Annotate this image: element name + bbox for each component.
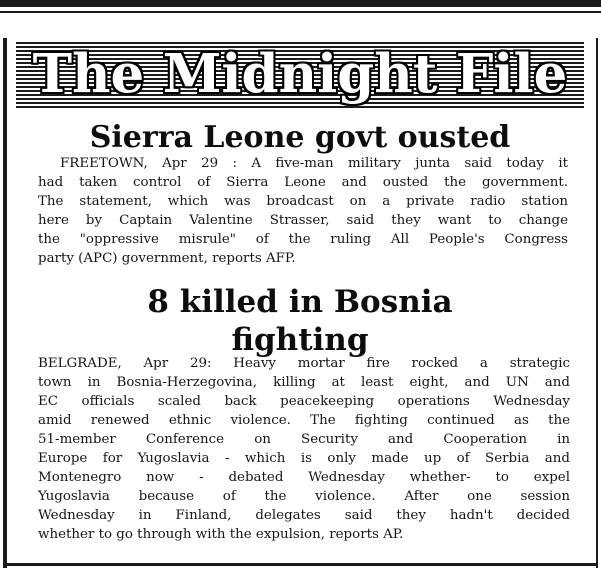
article-2-headline-line-1: 8 killed in Bosnia: [147, 284, 453, 320]
article-1-line: had taken control of Sierra Leone and ousted the government.: [38, 175, 568, 190]
left-column-rule: [3, 38, 7, 568]
article-2-line: Montenegro now - debated Wednesday whether- to expel: [38, 470, 570, 485]
article-2-line: Europe for Yugoslavia - which is only made up of Serbia and: [38, 451, 570, 466]
article-1-headline: Sierra Leone govt ousted: [89, 120, 511, 155]
article-2-headline-line-2: fighting: [231, 322, 369, 358]
article-2-line: whether to go through with the expulsion, reports AP.: [38, 527, 404, 542]
top-border-rule: [0, 0, 601, 7]
article-1-line: here by Captain Valentine Strasser, said they want to change: [38, 213, 568, 228]
article-1-body: [38, 154, 568, 268]
article-1-line: the "oppressive misrule" of the ruling All People's Congress: [38, 232, 568, 247]
article-1-line: FREETOWN, Apr 29 : A five-man military junta said today it: [60, 156, 568, 171]
right-column-rule: [596, 38, 598, 568]
article-2-line: 51-member Conference on Security and Cooperation in: [38, 432, 570, 447]
article-2-line: Yugoslavia because of the violence. After one session: [38, 489, 570, 504]
bottom-border-rule: [3, 563, 598, 566]
masthead-title: The Midnight File: [32, 43, 568, 105]
article-2-line: Wednesday in Finland, delegates said they hadn't decided: [38, 508, 570, 523]
article-1-line: The statement, which was broadcast on a private radio station: [38, 194, 568, 209]
article-2-line: town in Bosnia-Herzegovina, killing at least eight, and UN and: [38, 375, 570, 390]
article-2-line: EC officials scaled back peacekeeping operations Wednesday: [38, 394, 570, 409]
article-2-headline: [100, 283, 500, 359]
article-2-line: BELGRADE, Apr 29: Heavy mortar fire rocked a strategic: [38, 356, 570, 371]
article-1-line: party (APC) government, reports AFP.: [38, 251, 296, 266]
article-2-line: amid renewed ethnic violence. The fighting continued as the: [38, 413, 570, 428]
masthead-banner: [16, 42, 584, 108]
article-2-body: [38, 354, 570, 544]
top-thin-rule: [0, 11, 601, 13]
